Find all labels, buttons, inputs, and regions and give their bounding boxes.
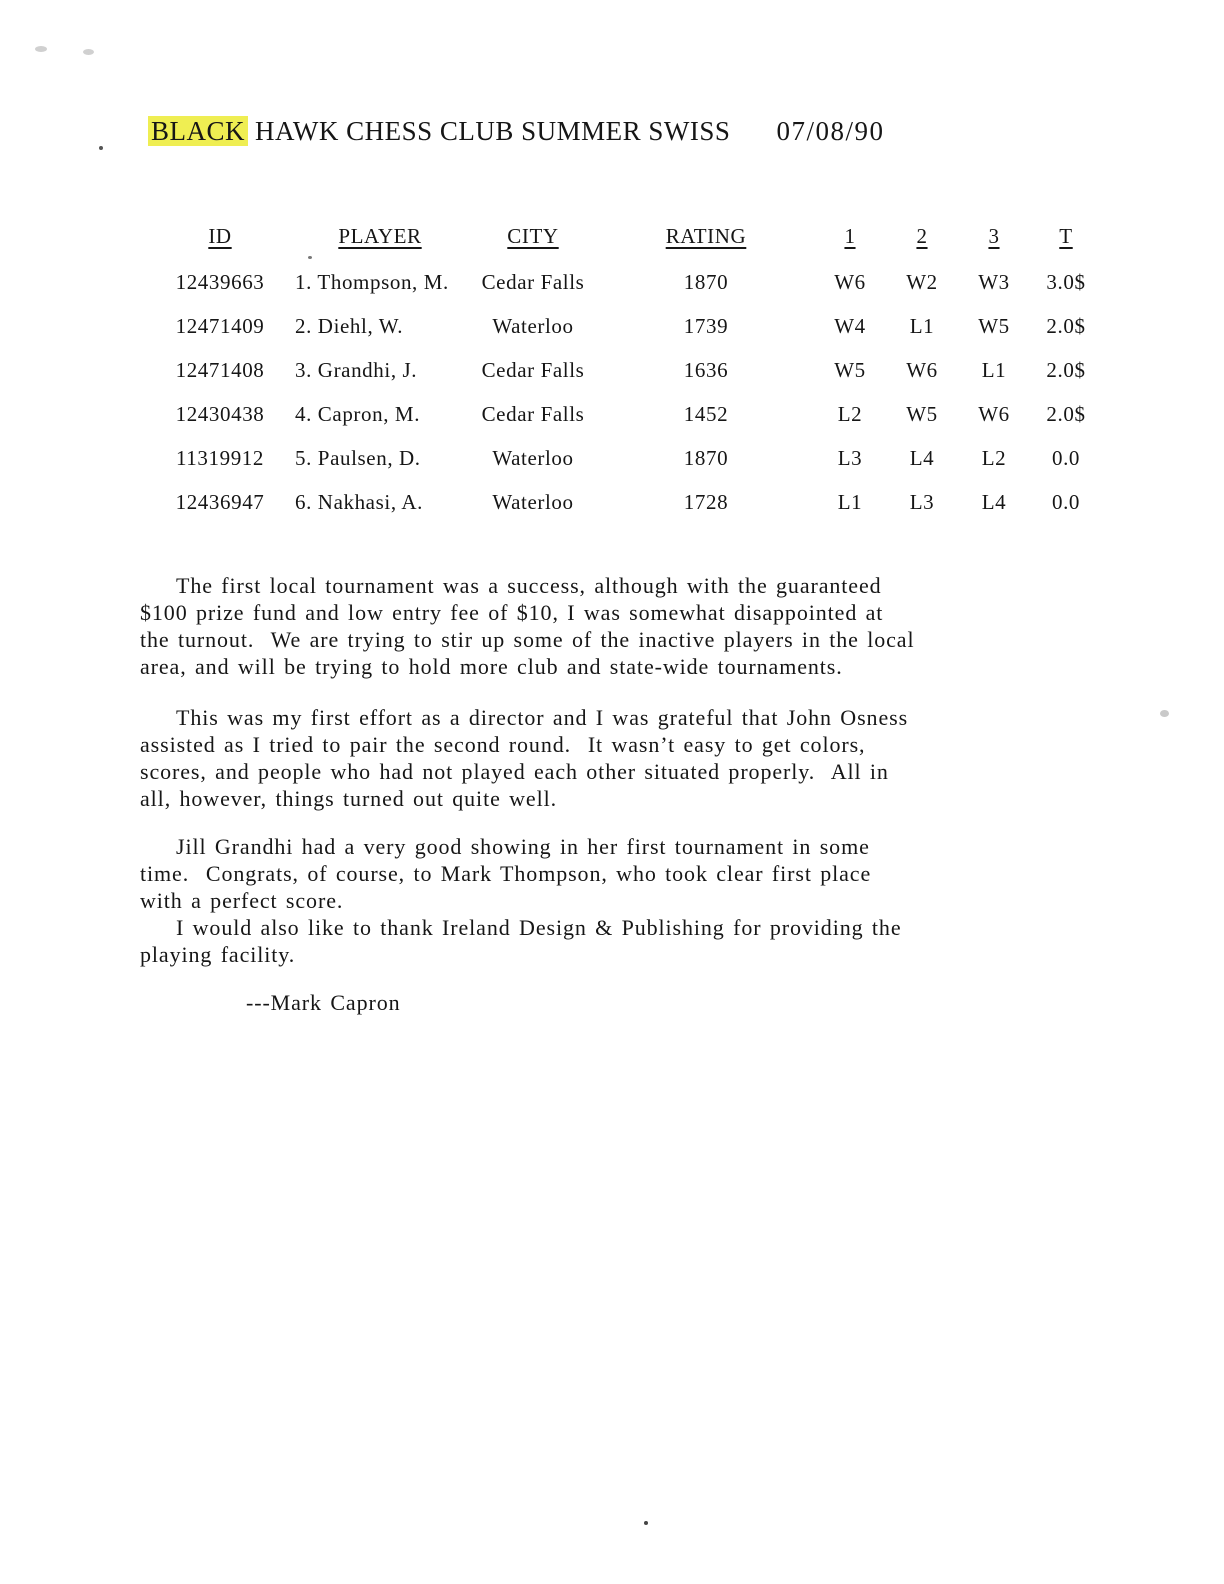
- player-id: 12471409: [175, 314, 265, 338]
- round1-result: W5: [834, 358, 866, 382]
- round2-result: L4: [909, 446, 935, 470]
- round2-result: W6: [906, 358, 938, 382]
- round3-result: L4: [981, 490, 1007, 514]
- player-name: 2. Diehl, W.: [295, 314, 404, 338]
- round1-result: W4: [834, 314, 866, 338]
- paragraph-tournament-summary: [140, 572, 1120, 680]
- highlighted-word: BLACK: [148, 116, 248, 146]
- text-line: assisted as I tried to pair the second round. It wasn’t easy to get colors,: [140, 732, 866, 757]
- text-line: The first local tournament was a success, although with the guaranteed: [176, 573, 882, 598]
- total-score: 2.0$: [1046, 402, 1086, 426]
- title-date: 07/08/90: [776, 116, 885, 146]
- paragraph-congrats: [140, 833, 1120, 914]
- player-rating: 1728: [683, 490, 729, 514]
- total-score: 0.0: [1051, 446, 1081, 470]
- player-rating: 1870: [683, 446, 729, 470]
- column-header-player: PLAYER: [338, 224, 422, 248]
- text-line: scores, and people who had not played each other situated properly. All in: [140, 759, 889, 784]
- player-name: 5. Paulsen, D.: [295, 446, 421, 470]
- text-line: area, and will be trying to hold more club and state-wide tournaments.: [140, 654, 843, 679]
- scan-speck: [644, 1521, 648, 1525]
- column-header-city: CITY: [507, 224, 559, 248]
- column-header-round1: 1: [844, 224, 856, 248]
- text-line: I would also like to thank Ireland Design & Publishing for providing the: [176, 915, 902, 940]
- player-city: Waterloo: [492, 446, 574, 470]
- scan-speck: [83, 49, 94, 55]
- player-rating: 1636: [683, 358, 729, 382]
- column-header-id: ID: [208, 224, 232, 248]
- player-name: 1. Thompson, M.: [295, 270, 449, 294]
- text-line: with a perfect score.: [140, 888, 344, 913]
- column-header-rating: RATING: [665, 224, 747, 248]
- text-line: $100 prize fund and low entry fee of $10, I was somewhat disappointed at: [140, 600, 884, 625]
- player-city: Cedar Falls: [481, 270, 585, 294]
- player-rating: 1452: [683, 402, 729, 426]
- player-name: 6. Nakhasi, A.: [295, 490, 423, 514]
- player-city: Waterloo: [492, 314, 574, 338]
- text-line: the turnout. We are trying to stir up some of the inactive players in the local: [140, 627, 915, 652]
- table-row: [150, 402, 1104, 446]
- total-score: 2.0$: [1046, 314, 1086, 338]
- player-name: 3. Grandhi, J.: [295, 358, 418, 382]
- round3-result: L1: [981, 358, 1007, 382]
- text-line: all, however, things turned out quite well.: [140, 786, 558, 811]
- title-text: HAWK CHESS CLUB SUMMER SWISS: [255, 116, 731, 146]
- text-line: playing facility.: [140, 942, 296, 967]
- round3-result: W6: [978, 402, 1010, 426]
- total-score: 3.0$: [1046, 270, 1086, 294]
- round1-result: L3: [837, 446, 863, 470]
- text-line: Jill Grandhi had a very good showing in her first tournament in some: [176, 834, 870, 859]
- text-line: time. Congrats, of course, to Mark Thompson, who took clear first place: [140, 861, 872, 886]
- round3-result: L2: [981, 446, 1007, 470]
- round2-result: L3: [909, 490, 935, 514]
- player-name: 4. Capron, M.: [295, 402, 421, 426]
- report-body: [140, 572, 1120, 1016]
- round1-result: W6: [834, 270, 866, 294]
- table-row: [150, 358, 1104, 402]
- round2-result: L1: [909, 314, 935, 338]
- player-rating: 1739: [683, 314, 729, 338]
- player-id: 11319912: [175, 446, 265, 470]
- document-title: [148, 116, 884, 147]
- round3-result: W5: [978, 314, 1010, 338]
- scan-speck: [1160, 710, 1169, 717]
- column-header-total: T: [1059, 224, 1073, 248]
- table-header-row: [150, 224, 1104, 270]
- standings-table: [150, 224, 1104, 534]
- player-id: 12436947: [175, 490, 265, 514]
- player-id: 12439663: [175, 270, 265, 294]
- table-row: [150, 490, 1104, 534]
- player-city: Waterloo: [492, 490, 574, 514]
- text-line: This was my first effort as a director and I was grateful that John Osness: [176, 705, 909, 730]
- table-row: [150, 270, 1104, 314]
- player-city: Cedar Falls: [481, 402, 585, 426]
- player-rating: 1870: [683, 270, 729, 294]
- round3-result: W3: [978, 270, 1010, 294]
- round1-result: L2: [837, 402, 863, 426]
- column-header-round2: 2: [916, 224, 928, 248]
- table-row: [150, 446, 1104, 490]
- column-header-round3: 3: [988, 224, 1000, 248]
- scan-speck: [35, 46, 47, 52]
- player-city: Cedar Falls: [481, 358, 585, 382]
- paragraph-director-experience: [140, 704, 1120, 812]
- player-id: 12471408: [175, 358, 265, 382]
- round1-result: L1: [837, 490, 863, 514]
- round2-result: W2: [906, 270, 938, 294]
- table-row: [150, 314, 1104, 358]
- author-signature: ---Mark Capron: [246, 990, 401, 1015]
- total-score: 0.0: [1051, 490, 1081, 514]
- paragraph-thanks: [140, 914, 1120, 968]
- player-id: 12430438: [175, 402, 265, 426]
- round2-result: W5: [906, 402, 938, 426]
- scan-speck: [99, 146, 103, 150]
- total-score: 2.0$: [1046, 358, 1086, 382]
